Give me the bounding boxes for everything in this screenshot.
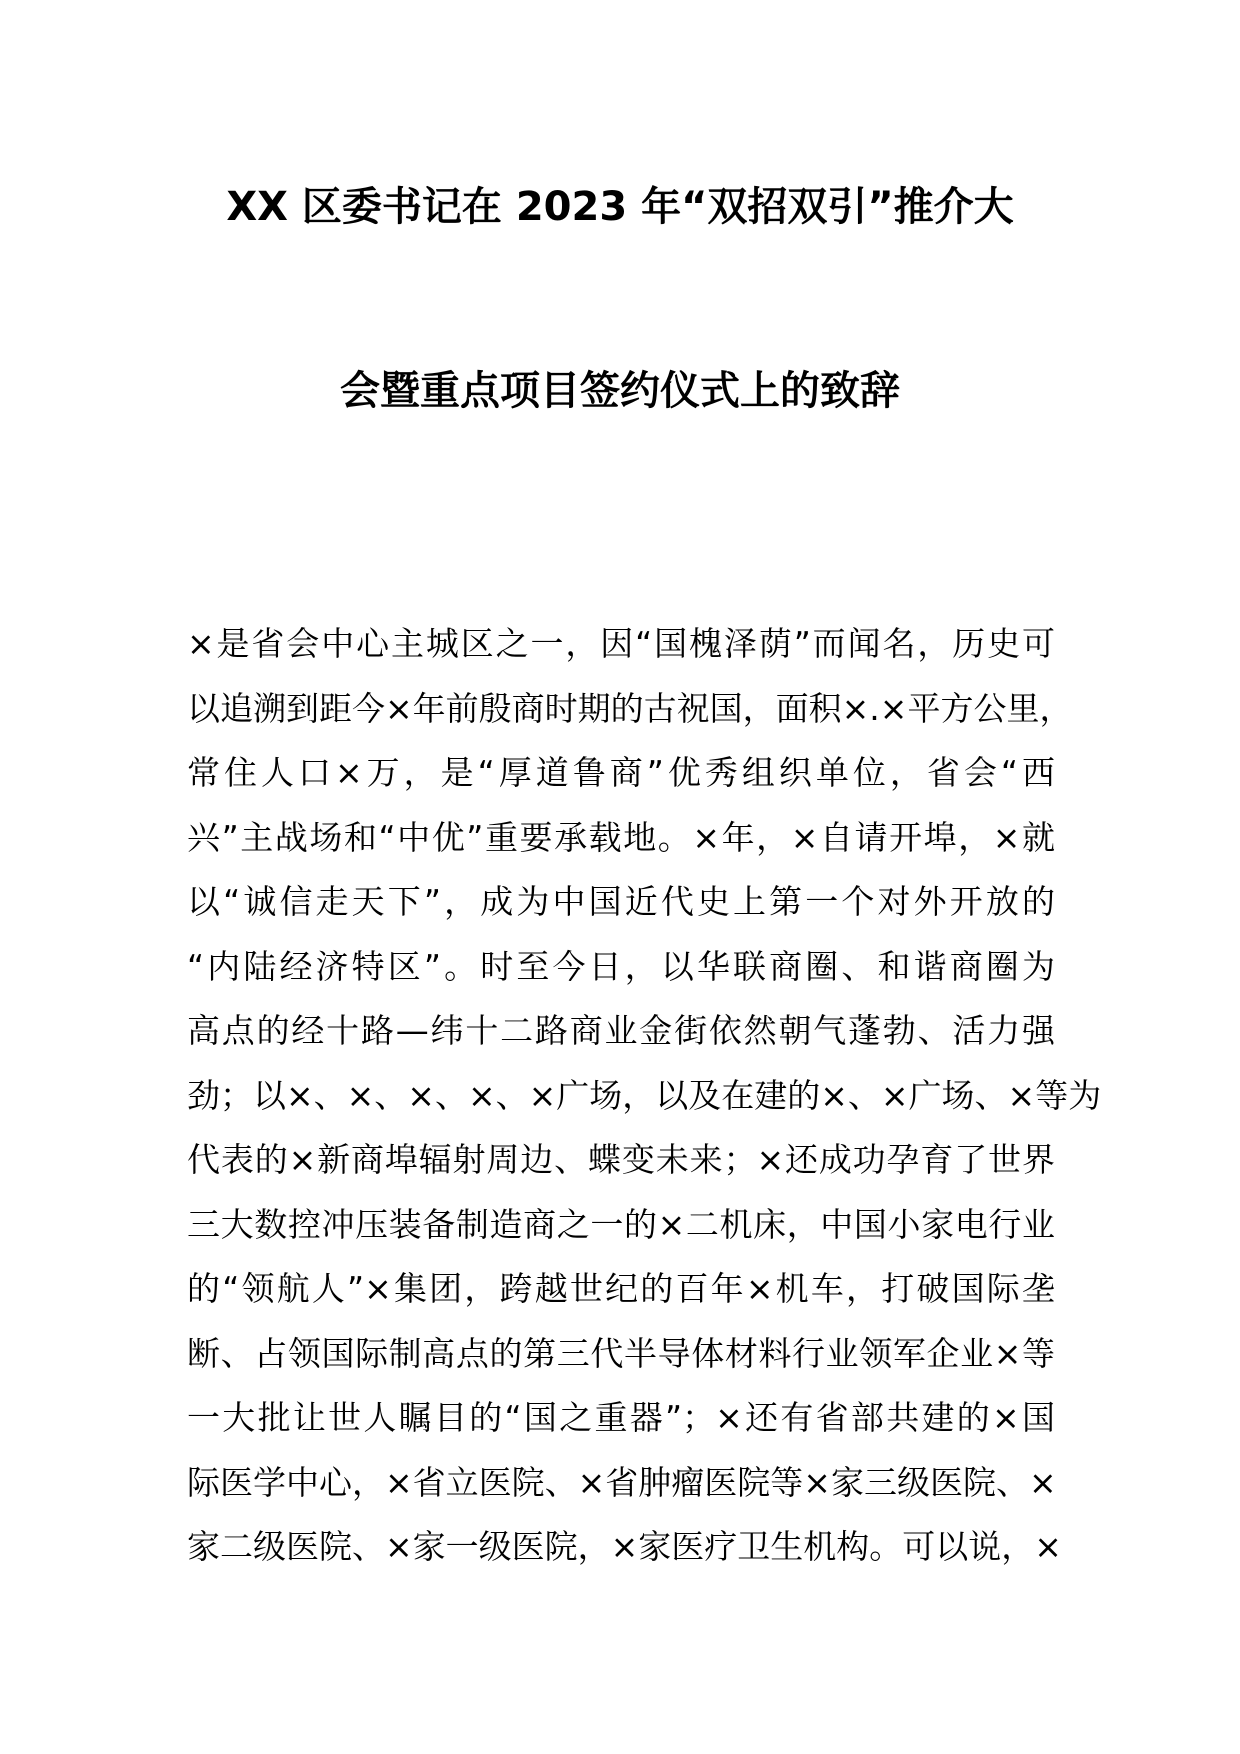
body-line: 以追溯到距今×年前殷商时期的古祝国，面积×.×平方公里，	[187, 688, 1073, 728]
body-line: 代表的×新商埠辐射周边、蝶变未来；×还成功孕育了世界	[187, 1140, 1055, 1179]
body-line: 际医学中心，×省立医院、×省肿瘤医院等×家三级医院、×	[187, 1462, 1057, 1502]
body-line: 常住人口×万，是“厚道鲁商”优秀组织单位，省会“西	[187, 753, 1055, 792]
body-line: 三大数控冲压装备制造商之一的×二机床，中国小家电行业	[187, 1204, 1055, 1244]
document-title-line-2: 会暨重点项目签约仪式上的致辞	[340, 368, 900, 414]
body-line: ×是省会中心主城区之一，因“国槐泽荫”而闻名，历史可	[187, 624, 1055, 663]
body-line: 断、占领国际制高点的第三代半导体材料行业领军企业×等	[187, 1333, 1055, 1373]
body-line: 以“诚信走天下”，成为中国近代史上第一个对外开放的	[187, 882, 1055, 921]
body-line: 高点的经十路—纬十二路商业金街依然朝气蓬勃、活力强	[187, 1011, 1055, 1050]
document-title-line-1: XX 区委书记在 2023 年“双招双引”推介大	[226, 184, 1014, 230]
body-line: “内陆经济特区”。时至今日，以华联商圈、和谐商圈为	[187, 946, 1055, 986]
body-line: 的“领航人”×集团，跨越世纪的百年×机车，打破国际垄	[187, 1269, 1055, 1308]
body-line: 劲；以×、×、×、×、×广场，以及在建的×、×广场、×等为	[187, 1075, 1102, 1115]
body-line: 兴”主战场和“中优”重要承载地。×年，×自请开埠，×就	[187, 817, 1055, 857]
document-body	[187, 612, 1102, 1580]
body-line: 家二级医院、×家一级医院，×家医疗卫生机构。可以说，×	[187, 1527, 1062, 1566]
body-line: 一大批让世人瞩目的“国之重器”；×还有省部共建的×国	[187, 1398, 1055, 1437]
